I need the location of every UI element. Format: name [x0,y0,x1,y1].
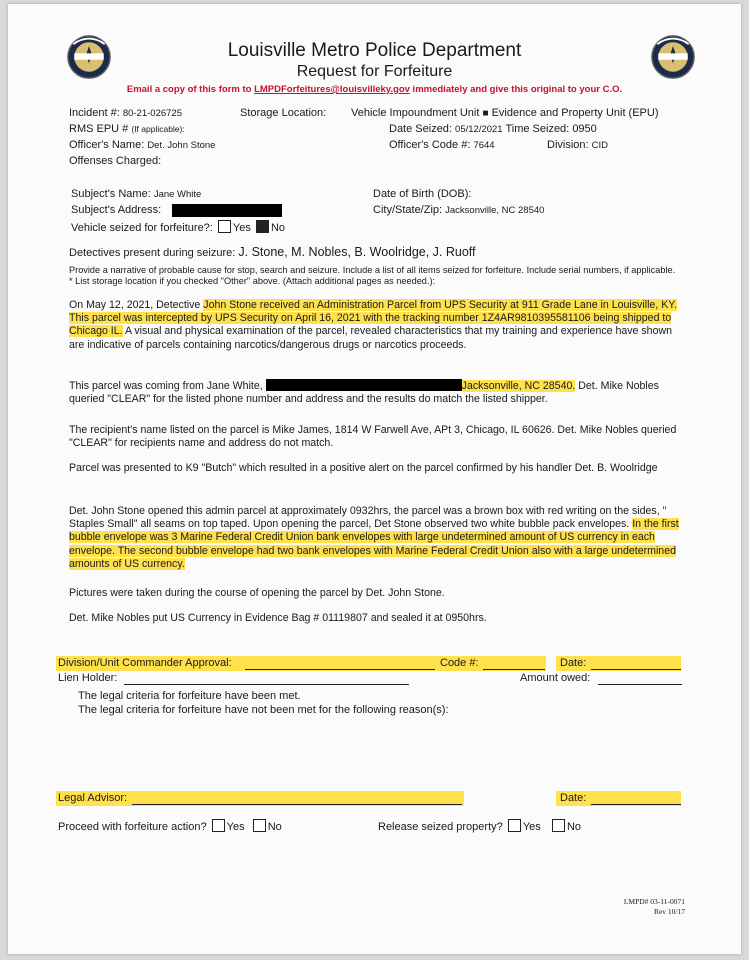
narrative-paragraph-5: Det. John Stone opened this admin parcel at approximately 0932hrs, the parcel was a brown box with red writing on the sides, " Staples Small" all seams on top taped. Upon opening the parcel, Det Stone observed two white bubble pack envelopes. In the first bubble envelope was 3 Marine Federal Credit Union bank envelopes with large undetermined amount of US currency in each envelope. The second bubble envelope had two bank envelopes with Marine Federal Credit Union also with a large undetermined amounts of US currency. [69,505,679,570]
form-number: LMPD# 03-11-0071 [623,897,685,906]
form-title: Request for Forfeiture [296,63,453,80]
email-link[interactable]: LMPDForfeitures@louisvilleky.gov [254,84,410,95]
narrative-paragraph-2: This parcel was coming from Jane White, Jacksonville, NC 28540. Det. Mike Nobles queried "CLEAR" for the listed phone number and address and the results do match the listed shipper. [69,380,659,406]
legal-date-line[interactable] [591,792,681,805]
code-label: Code #: [440,657,479,669]
detectives-field: Detectives present during seizure: J. Stone, M. Nobles, B. Woolridge, J. Ruoff [69,245,476,259]
rms-epu-field: RMS EPU # (If applicable): [69,123,185,135]
incident-field: Incident #: 80-21-026725 [69,107,182,119]
legal-advisor-label: Legal Advisor: [58,792,128,804]
officer-code-field: Officer's Code #: 7644 [389,139,495,151]
proceed-yes-checkbox[interactable] [212,819,225,832]
amount-owed-label: Amount owed: [520,672,591,684]
form-revision: Rev 10/17 [653,907,685,916]
vehicle-seized-field: Vehicle seized for forfeiture?: Yes No [71,222,285,234]
department-title: Louisville Metro Police Department [227,40,522,61]
release-property-field: Release seized property? Yes No [378,821,581,833]
date-label: Date: [560,657,587,669]
vehicle-no-checkbox[interactable] [256,220,269,233]
narrative-paragraph-7: Det. Mike Nobles put US Currency in Evidence Bag # 01119807 and sealed it at 0950hrs. [69,612,487,624]
commander-approval-label: Division/Unit Commander Approval: [58,657,232,669]
division-field: Division: CID [547,139,609,151]
approval-date-line[interactable] [591,657,681,670]
legal-advisor-line[interactable] [132,792,462,805]
storage-location-label: Storage Location: [240,107,327,119]
criteria-met-text: The legal criteria for forfeiture have been met. [78,690,301,702]
narrative-paragraph-3: The recipient's name listed on the parcel is Mike James, 1814 W Farwell Ave, APt 3, Chicago, IL 60626. Det. Mike Nobles queried "CLEAR" for recipients name and address do not match. [69,424,677,450]
redaction-bar [266,379,462,391]
offenses-charged-label: Offenses Charged: [69,155,162,167]
narrative-paragraph-4: Parcel was presented to K9 "Butch" which resulted in a positive alert on the parcel confirmed by his handler Det. B. Woolridge [69,462,658,474]
redaction-bar [172,204,282,217]
narrative-paragraph-6: Pictures were taken during the course of opening the parcel by Det. John Stone. [69,587,445,599]
document-page [8,4,741,954]
legal-date-label: Date: [560,792,587,804]
release-no-checkbox[interactable] [552,819,565,832]
storage-options: Vehicle Impoundment Unit ■ Evidence and Property Unit (EPU) [351,107,659,119]
vehicle-yes-checkbox[interactable] [218,220,231,233]
criteria-not-met-text: The legal criteria for forfeiture have not been met for the following reason(s): [78,704,449,716]
subject-name-field: Subject's Name: Jane White [71,188,202,200]
commander-approval-line[interactable] [245,657,435,670]
officer-name-field: Officer's Name: Det. John Stone [69,139,216,151]
email-instruction: Email a copy of this form to LMPDForfeitures@louisvilleky.gov immediately and give this original to your C.O. [126,84,623,95]
code-line[interactable] [483,657,545,670]
dob-label: Date of Birth (DOB): [373,188,472,200]
city-state-zip-field: City/State/Zip: Jacksonville, NC 28540 [373,204,545,216]
proceed-forfeiture-field: Proceed with forfeiture action? Yes No [58,821,282,833]
lien-holder-line[interactable] [124,672,409,685]
release-yes-checkbox[interactable] [508,819,521,832]
amount-owed-line[interactable] [598,672,682,685]
narrative-paragraph-1: On May 12, 2021, Detective John Stone received an Administration Parcel from UPS Security at 911 Grade Lane in Louisville, KY. This parcel was intercepted by UPS Security on April 16, 2021 with the tracking number 1Z4AR9810395581106 being shipped to Chicago IL. A visual and physical examination of the parcel, revealed characteristics that my training and experience have shown are indicative of parcels containing narcotics/dangerous drugs or narcotics proceeds. [69,299,677,351]
narrative-instructions: Provide a narrative of probable cause for stop, search and seizure. Include a list of all items seized for forfeiture. Include serial numbers, if applicable. * List storage location if you checked "Other" above. (Attach additional pages as needed.): [69,265,676,286]
lien-holder-label: Lien Holder: [58,672,118,684]
date-seized-field: Date Seized: 05/12/2021 Time Seized: 0950 [389,123,597,135]
subject-address-label: Subject's Address: [71,204,162,216]
proceed-no-checkbox[interactable] [253,819,266,832]
